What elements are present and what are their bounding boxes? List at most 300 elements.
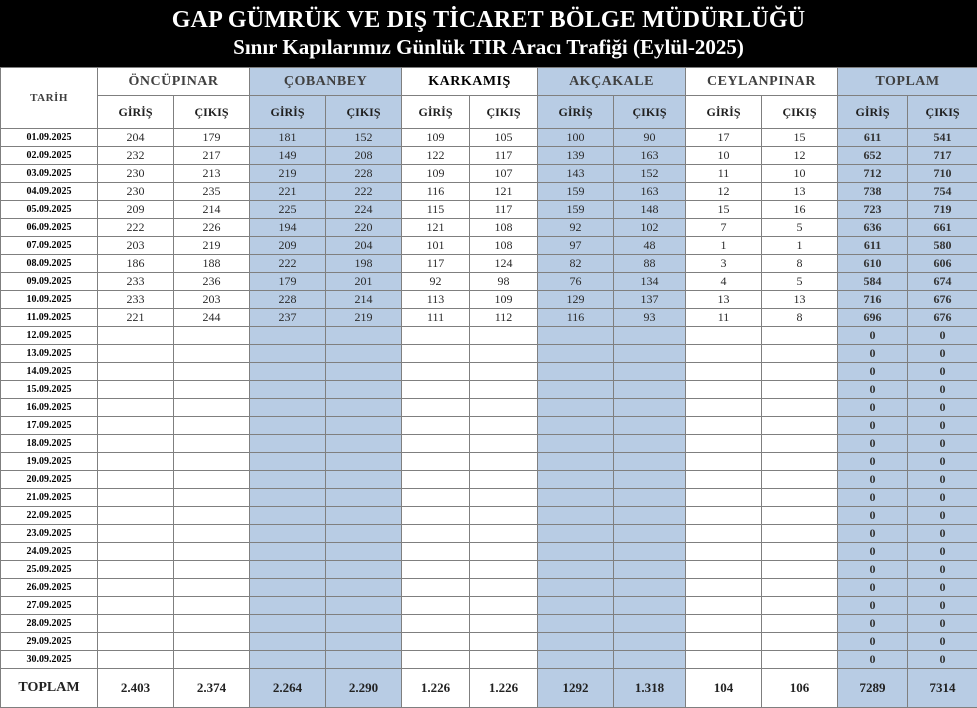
- value-cell: [250, 507, 326, 525]
- value-cell: [326, 381, 402, 399]
- date-cell: 26.09.2025: [1, 579, 98, 597]
- date-cell: 15.09.2025: [1, 381, 98, 399]
- value-cell: 203: [174, 291, 250, 309]
- value-cell: 226: [174, 219, 250, 237]
- value-cell: [614, 453, 686, 471]
- date-cell: 27.09.2025: [1, 597, 98, 615]
- date-cell: 08.09.2025: [1, 255, 98, 273]
- row-total-cell: 0: [908, 453, 977, 471]
- total-cell: 1.226: [402, 669, 470, 708]
- gate-header-akcakale: AKÇAKALE: [538, 68, 686, 96]
- value-cell: [538, 525, 614, 543]
- value-cell: [326, 525, 402, 543]
- value-cell: [174, 345, 250, 363]
- row-total-cell: 0: [838, 435, 908, 453]
- row-total-cell: 0: [908, 381, 977, 399]
- table-row: [1, 561, 977, 579]
- table-row: [1, 453, 977, 471]
- value-cell: [402, 507, 470, 525]
- value-cell: [402, 327, 470, 345]
- value-cell: 219: [326, 309, 402, 327]
- table-row: [1, 579, 977, 597]
- value-cell: [402, 525, 470, 543]
- row-total-cell: 636: [838, 219, 908, 237]
- value-cell: 13: [686, 291, 762, 309]
- value-cell: [250, 561, 326, 579]
- value-cell: [326, 507, 402, 525]
- value-cell: [470, 579, 538, 597]
- value-cell: [250, 417, 326, 435]
- table-row: [1, 417, 977, 435]
- value-cell: 194: [250, 219, 326, 237]
- report-header: [0, 0, 977, 67]
- table-row: [1, 651, 977, 669]
- row-total-cell: 0: [908, 615, 977, 633]
- value-cell: 222: [250, 255, 326, 273]
- value-cell: [470, 507, 538, 525]
- value-cell: [538, 579, 614, 597]
- value-cell: 198: [326, 255, 402, 273]
- value-cell: [762, 381, 838, 399]
- value-cell: 220: [326, 219, 402, 237]
- value-cell: 219: [250, 165, 326, 183]
- value-cell: [250, 579, 326, 597]
- value-cell: [402, 435, 470, 453]
- value-cell: [470, 381, 538, 399]
- value-cell: [174, 417, 250, 435]
- value-cell: [470, 363, 538, 381]
- value-cell: [762, 561, 838, 579]
- row-total-cell: 0: [838, 597, 908, 615]
- value-cell: [250, 597, 326, 615]
- table-row: [1, 201, 977, 219]
- value-cell: [470, 597, 538, 615]
- value-cell: [686, 579, 762, 597]
- value-cell: 98: [470, 273, 538, 291]
- value-cell: [762, 579, 838, 597]
- value-cell: [686, 417, 762, 435]
- value-cell: 121: [470, 183, 538, 201]
- value-cell: [470, 633, 538, 651]
- row-total-cell: 754: [908, 183, 977, 201]
- value-cell: [250, 327, 326, 345]
- value-cell: 107: [470, 165, 538, 183]
- date-cell: 12.09.2025: [1, 327, 98, 345]
- report-subtitle: Sınır Kapılarımız Günlük TIR Aracı Trafiği (Eylül-2025): [233, 35, 744, 59]
- date-cell: 04.09.2025: [1, 183, 98, 201]
- value-cell: [174, 561, 250, 579]
- value-cell: [250, 453, 326, 471]
- value-cell: 244: [174, 309, 250, 327]
- row-total-cell: 674: [908, 273, 977, 291]
- value-cell: 186: [98, 255, 174, 273]
- value-cell: [174, 363, 250, 381]
- value-cell: [538, 615, 614, 633]
- value-cell: 116: [538, 309, 614, 327]
- value-cell: 129: [538, 291, 614, 309]
- value-cell: 235: [174, 183, 250, 201]
- value-cell: 108: [470, 237, 538, 255]
- value-cell: [762, 615, 838, 633]
- total-cell: 1292: [538, 669, 614, 708]
- value-cell: [174, 381, 250, 399]
- value-cell: [762, 489, 838, 507]
- value-cell: [98, 597, 174, 615]
- value-cell: [402, 363, 470, 381]
- value-cell: [326, 453, 402, 471]
- value-cell: 13: [762, 183, 838, 201]
- value-cell: 92: [402, 273, 470, 291]
- value-cell: 149: [250, 147, 326, 165]
- table-row: [1, 345, 977, 363]
- value-cell: [470, 453, 538, 471]
- gate-header-toplam: TOPLAM: [838, 68, 977, 96]
- total-cell: 7289: [838, 669, 908, 708]
- row-total-cell: 710: [908, 165, 977, 183]
- row-total-cell: 652: [838, 147, 908, 165]
- value-cell: [98, 327, 174, 345]
- row-total-cell: 0: [908, 471, 977, 489]
- value-cell: [326, 363, 402, 381]
- value-cell: [470, 525, 538, 543]
- value-cell: 221: [98, 309, 174, 327]
- date-cell: 17.09.2025: [1, 417, 98, 435]
- exit-header: ÇIKIŞ: [762, 96, 838, 129]
- row-total-cell: 0: [838, 345, 908, 363]
- row-total-cell: 0: [908, 417, 977, 435]
- value-cell: [614, 417, 686, 435]
- value-cell: [326, 345, 402, 363]
- row-total-cell: 0: [838, 651, 908, 669]
- row-total-cell: 0: [908, 435, 977, 453]
- value-cell: [174, 399, 250, 417]
- value-cell: [402, 471, 470, 489]
- value-cell: [326, 579, 402, 597]
- value-cell: 93: [614, 309, 686, 327]
- row-total-cell: 712: [838, 165, 908, 183]
- table-row: [1, 237, 977, 255]
- row-total-cell: 716: [838, 291, 908, 309]
- value-cell: 100: [538, 129, 614, 147]
- value-cell: [402, 345, 470, 363]
- row-total-cell: 676: [908, 309, 977, 327]
- value-cell: 76: [538, 273, 614, 291]
- value-cell: [402, 597, 470, 615]
- row-total-cell: 0: [838, 327, 908, 345]
- value-cell: 159: [538, 183, 614, 201]
- value-cell: [402, 633, 470, 651]
- value-cell: 115: [402, 201, 470, 219]
- value-cell: [326, 417, 402, 435]
- entry-header: GİRİŞ: [538, 96, 614, 129]
- table-row: [1, 129, 977, 147]
- report-title: GAP GÜMRÜK VE DIŞ TİCARET BÖLGE MÜDÜRLÜĞÜ: [171, 7, 806, 33]
- value-cell: [538, 507, 614, 525]
- value-cell: [614, 507, 686, 525]
- value-cell: 122: [402, 147, 470, 165]
- value-cell: [250, 525, 326, 543]
- total-cell: 106: [762, 669, 838, 708]
- row-total-cell: 611: [838, 129, 908, 147]
- date-cell: 25.09.2025: [1, 561, 98, 579]
- value-cell: [326, 561, 402, 579]
- exit-header: ÇIKIŞ: [174, 96, 250, 129]
- table-row: [1, 147, 977, 165]
- value-cell: [538, 633, 614, 651]
- table-row: [1, 633, 977, 651]
- table-row: [1, 615, 977, 633]
- table-row: [1, 507, 977, 525]
- row-total-cell: 541: [908, 129, 977, 147]
- value-cell: 5: [762, 219, 838, 237]
- date-cell: 05.09.2025: [1, 201, 98, 219]
- value-cell: [174, 633, 250, 651]
- value-cell: [326, 399, 402, 417]
- date-cell: 07.09.2025: [1, 237, 98, 255]
- value-cell: [470, 651, 538, 669]
- table-row: [1, 255, 977, 273]
- value-cell: [686, 453, 762, 471]
- value-cell: [326, 327, 402, 345]
- value-cell: 1: [686, 237, 762, 255]
- row-total-cell: 676: [908, 291, 977, 309]
- value-cell: 13: [762, 291, 838, 309]
- value-cell: 11: [686, 165, 762, 183]
- value-cell: [762, 399, 838, 417]
- total-cell: 1.226: [470, 669, 538, 708]
- value-cell: [250, 489, 326, 507]
- value-cell: [762, 471, 838, 489]
- value-cell: [98, 615, 174, 633]
- date-cell: 14.09.2025: [1, 363, 98, 381]
- row-total-cell: 0: [838, 615, 908, 633]
- value-cell: [686, 399, 762, 417]
- value-cell: [470, 561, 538, 579]
- value-cell: [614, 633, 686, 651]
- value-cell: 225: [250, 201, 326, 219]
- row-total-cell: 0: [838, 633, 908, 651]
- value-cell: [762, 417, 838, 435]
- value-cell: [614, 543, 686, 561]
- date-cell: 06.09.2025: [1, 219, 98, 237]
- value-cell: [538, 435, 614, 453]
- value-cell: [98, 489, 174, 507]
- date-cell: 02.09.2025: [1, 147, 98, 165]
- row-total-cell: 0: [838, 381, 908, 399]
- value-cell: 236: [174, 273, 250, 291]
- date-cell: 29.09.2025: [1, 633, 98, 651]
- value-cell: [98, 561, 174, 579]
- row-total-cell: 0: [838, 489, 908, 507]
- value-cell: 10: [762, 165, 838, 183]
- date-cell: 28.09.2025: [1, 615, 98, 633]
- value-cell: [402, 615, 470, 633]
- row-total-cell: 0: [908, 633, 977, 651]
- total-cell: 7314: [908, 669, 977, 708]
- daily-rows: [1, 129, 977, 669]
- value-cell: 222: [326, 183, 402, 201]
- traffic-table: [0, 67, 977, 708]
- value-cell: [402, 543, 470, 561]
- value-cell: [686, 363, 762, 381]
- row-total-cell: 0: [908, 561, 977, 579]
- row-total-cell: 0: [838, 471, 908, 489]
- value-cell: 109: [402, 165, 470, 183]
- value-cell: [538, 561, 614, 579]
- value-cell: [250, 363, 326, 381]
- gate-header-karkamis: KARKAMIŞ: [402, 68, 538, 96]
- row-total-cell: 0: [908, 399, 977, 417]
- value-cell: 92: [538, 219, 614, 237]
- value-cell: [326, 489, 402, 507]
- value-cell: 121: [402, 219, 470, 237]
- value-cell: [98, 435, 174, 453]
- date-cell: 23.09.2025: [1, 525, 98, 543]
- table-row: [1, 291, 977, 309]
- table-row: [1, 327, 977, 345]
- value-cell: [326, 543, 402, 561]
- table-row: [1, 489, 977, 507]
- value-cell: 137: [614, 291, 686, 309]
- value-cell: 15: [762, 129, 838, 147]
- entry-header: GİRİŞ: [98, 96, 174, 129]
- date-cell: 20.09.2025: [1, 471, 98, 489]
- value-cell: [402, 561, 470, 579]
- value-cell: 90: [614, 129, 686, 147]
- date-cell: 18.09.2025: [1, 435, 98, 453]
- date-cell: 30.09.2025: [1, 651, 98, 669]
- value-cell: [538, 543, 614, 561]
- value-cell: 109: [402, 129, 470, 147]
- value-cell: 201: [326, 273, 402, 291]
- value-cell: 179: [250, 273, 326, 291]
- value-cell: 139: [538, 147, 614, 165]
- value-cell: [614, 651, 686, 669]
- row-total-cell: 0: [908, 345, 977, 363]
- value-cell: 181: [250, 129, 326, 147]
- value-cell: [402, 579, 470, 597]
- value-cell: 230: [98, 183, 174, 201]
- row-total-cell: 723: [838, 201, 908, 219]
- value-cell: [686, 525, 762, 543]
- value-cell: [686, 489, 762, 507]
- value-cell: 12: [762, 147, 838, 165]
- value-cell: [538, 399, 614, 417]
- value-cell: [402, 453, 470, 471]
- totals-row: [1, 669, 977, 708]
- value-cell: 228: [326, 165, 402, 183]
- value-cell: 88: [614, 255, 686, 273]
- value-cell: [98, 417, 174, 435]
- value-cell: 214: [326, 291, 402, 309]
- value-cell: 217: [174, 147, 250, 165]
- value-cell: [614, 489, 686, 507]
- value-cell: 82: [538, 255, 614, 273]
- value-cell: [98, 633, 174, 651]
- row-total-cell: 0: [838, 417, 908, 435]
- gate-header-oncupinar: ÖNCÜPINAR: [98, 68, 250, 96]
- row-total-cell: 0: [908, 327, 977, 345]
- date-column-header: TARİH: [1, 68, 98, 129]
- value-cell: 4: [686, 273, 762, 291]
- row-total-cell: 0: [838, 579, 908, 597]
- value-cell: 16: [762, 201, 838, 219]
- value-cell: 8: [762, 255, 838, 273]
- value-cell: [762, 507, 838, 525]
- value-cell: [402, 417, 470, 435]
- row-total-cell: 0: [908, 651, 977, 669]
- value-cell: [174, 507, 250, 525]
- exit-header: ÇIKIŞ: [326, 96, 402, 129]
- date-cell: 03.09.2025: [1, 165, 98, 183]
- row-total-cell: 738: [838, 183, 908, 201]
- value-cell: 224: [326, 201, 402, 219]
- value-cell: [614, 363, 686, 381]
- value-cell: 143: [538, 165, 614, 183]
- value-cell: [470, 327, 538, 345]
- value-cell: 109: [470, 291, 538, 309]
- value-cell: [538, 327, 614, 345]
- value-cell: [762, 651, 838, 669]
- value-cell: [686, 597, 762, 615]
- value-cell: [326, 471, 402, 489]
- value-cell: [250, 345, 326, 363]
- value-cell: [614, 579, 686, 597]
- row-total-cell: 611: [838, 237, 908, 255]
- value-cell: 152: [326, 129, 402, 147]
- exit-header: ÇIKIŞ: [614, 96, 686, 129]
- value-cell: 237: [250, 309, 326, 327]
- value-cell: 159: [538, 201, 614, 219]
- value-cell: [174, 597, 250, 615]
- value-cell: [762, 597, 838, 615]
- value-cell: [326, 615, 402, 633]
- value-cell: 233: [98, 291, 174, 309]
- value-cell: [686, 435, 762, 453]
- value-cell: 1: [762, 237, 838, 255]
- value-cell: [174, 435, 250, 453]
- value-cell: [326, 435, 402, 453]
- value-cell: [250, 381, 326, 399]
- value-cell: [614, 435, 686, 453]
- value-cell: [98, 471, 174, 489]
- value-cell: 8: [762, 309, 838, 327]
- table-row: [1, 183, 977, 201]
- row-total-cell: 580: [908, 237, 977, 255]
- value-cell: [174, 525, 250, 543]
- value-cell: 11: [686, 309, 762, 327]
- row-total-cell: 0: [838, 561, 908, 579]
- value-cell: [470, 399, 538, 417]
- row-total-cell: 0: [838, 543, 908, 561]
- value-cell: 233: [98, 273, 174, 291]
- value-cell: [174, 327, 250, 345]
- value-cell: [174, 489, 250, 507]
- total-cell: 2.403: [98, 669, 174, 708]
- value-cell: 113: [402, 291, 470, 309]
- value-cell: [614, 561, 686, 579]
- value-cell: 221: [250, 183, 326, 201]
- value-cell: [174, 651, 250, 669]
- date-cell: 21.09.2025: [1, 489, 98, 507]
- value-cell: [614, 471, 686, 489]
- total-cell: 104: [686, 669, 762, 708]
- value-cell: 102: [614, 219, 686, 237]
- value-cell: 230: [98, 165, 174, 183]
- row-total-cell: 696: [838, 309, 908, 327]
- value-cell: [402, 381, 470, 399]
- value-cell: 15: [686, 201, 762, 219]
